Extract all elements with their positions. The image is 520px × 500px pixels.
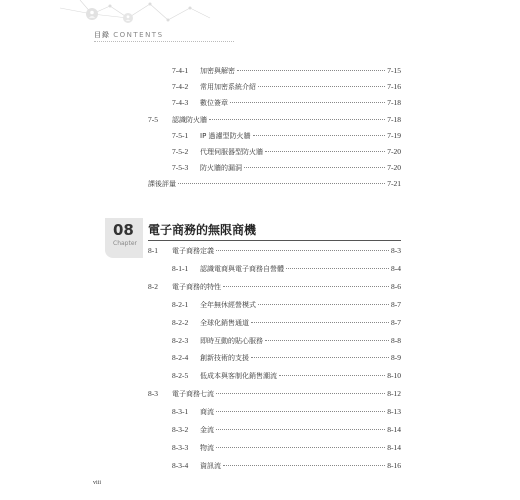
- toc-entry[interactable]: [172, 163, 401, 173]
- toc-entry-title: 常用加密系統介紹: [200, 83, 256, 92]
- toc-entry-page: 8-9: [391, 353, 401, 363]
- toc-entry-page: 8-14: [387, 442, 401, 452]
- toc-entry[interactable]: [172, 443, 401, 453]
- toc-entry-title: 即時互動的貼心服務: [200, 336, 263, 345]
- toc-dot-leader: [216, 429, 385, 430]
- toc-entry-title: 認識電商與電子商務自營體: [200, 264, 284, 273]
- toc-dot-leader: [216, 447, 385, 448]
- toc-entry-page: 8-16: [387, 460, 401, 470]
- header-divider: [94, 41, 234, 42]
- toc-dot-leader: [251, 322, 389, 323]
- toc-entry-title: 全球化銷售通道: [200, 318, 249, 327]
- toc-entry-number: 8-1-1: [172, 263, 189, 273]
- toc-dot-leader: [223, 286, 389, 287]
- toc-entry-number: 8-2-3: [172, 335, 189, 345]
- toc-entry-page: 8-7: [391, 299, 401, 309]
- toc-entry-title: 物流: [200, 443, 214, 452]
- chapter-title: 電子商務的無限商機: [148, 223, 257, 237]
- toc-entry-number: 8-3-3: [172, 442, 189, 452]
- toc-entry-number: 8-2-2: [172, 317, 189, 327]
- toc-entry-number: 8-2-1: [172, 299, 189, 309]
- page-number: viii: [93, 480, 102, 486]
- toc-entry-page: 8-6: [391, 281, 401, 291]
- toc-entry[interactable]: [172, 371, 401, 381]
- toc-dot-leader: [265, 340, 389, 341]
- toc-entry[interactable]: [172, 461, 401, 471]
- toc-entry[interactable]: [172, 336, 401, 346]
- toc-entry-title: 低成本與客制化銷售潮流: [200, 372, 277, 381]
- header-title-en: CONTENTS: [113, 31, 164, 39]
- toc-entry-number: 8-3: [148, 389, 158, 399]
- chapter-label: Chapter: [113, 240, 137, 247]
- toc-entry-title: 加密與解密: [200, 67, 235, 75]
- toc-entry-page: 7-21: [387, 179, 401, 189]
- toc-entry-page: 7-20: [387, 147, 401, 156]
- toc-dot-leader: [258, 86, 385, 87]
- toc-entry-number: 7-5: [148, 114, 158, 124]
- toc-dot-leader: [244, 167, 385, 168]
- toc-entry-number: 7-5-3: [172, 163, 189, 173]
- toc-entry[interactable]: [148, 246, 401, 256]
- toc-entry-page: 8-4: [391, 263, 401, 273]
- toc-dot-leader: [258, 304, 389, 305]
- toc-dot-leader: [216, 250, 389, 251]
- toc-entry-page: 8-10: [387, 371, 401, 381]
- page-header-title: [94, 30, 164, 40]
- toc-entry[interactable]: [148, 115, 401, 125]
- toc-entry-page: 8-14: [387, 425, 401, 434]
- toc-entry-page: 8-8: [391, 335, 401, 345]
- toc-entry-title: 數位簽章: [200, 99, 228, 108]
- toc-entry[interactable]: [148, 389, 401, 399]
- toc-dot-leader: [216, 411, 385, 412]
- toc-dot-leader: [251, 357, 389, 358]
- header-network-decoration: [0, 0, 230, 34]
- toc-entry-page: 7-18: [387, 98, 401, 108]
- toc-entry-number: 7-5-1: [172, 130, 189, 140]
- toc-dot-leader: [209, 119, 385, 120]
- toc-entry-number: 8-2: [148, 281, 158, 291]
- toc-entry[interactable]: [172, 66, 401, 76]
- toc-dot-leader: [253, 135, 386, 136]
- toc-entry-page: 7-16: [387, 82, 401, 92]
- toc-entry-title: 商流: [200, 408, 214, 417]
- toc-entry-number: 8-3-1: [172, 407, 189, 417]
- toc-entry-title: 電子商務定義: [172, 247, 214, 255]
- chapter-title-underline: [148, 240, 401, 241]
- toc-dot-leader: [178, 183, 385, 184]
- toc-entry-page: 7-15: [387, 66, 401, 75]
- toc-entry[interactable]: [172, 131, 401, 141]
- toc-entry-page: 8-12: [387, 389, 401, 399]
- toc-entry[interactable]: [172, 353, 401, 363]
- toc-dot-leader: [216, 393, 385, 394]
- toc-dot-leader: [237, 70, 385, 71]
- toc-entry-number: 8-3-2: [172, 425, 189, 434]
- toc-entry[interactable]: [172, 147, 401, 157]
- toc-entry-page: 8-3: [391, 246, 401, 255]
- toc-entry-title: 電子商務的特性: [172, 282, 221, 291]
- toc-entry-title: 創新技術的支援: [200, 354, 249, 363]
- toc-entry-title: 全年無休經營模式: [200, 300, 256, 309]
- toc-entry-number: 8-3-4: [172, 460, 189, 470]
- toc-entry[interactable]: [172, 264, 401, 274]
- toc-entry-page: 8-13: [387, 407, 401, 417]
- toc-entry[interactable]: [172, 98, 401, 108]
- toc-entry[interactable]: [172, 318, 401, 328]
- header-title-zh: 目錄: [94, 31, 110, 39]
- toc-entry[interactable]: [148, 179, 401, 189]
- toc-entry-number: 7-4-1: [172, 66, 189, 75]
- toc-dot-leader: [223, 465, 385, 466]
- toc-entry-page: 7-20: [387, 163, 401, 173]
- toc-entry-title: 金流: [200, 426, 214, 434]
- toc-entry-number: 7-5-2: [172, 147, 189, 156]
- toc-dot-leader: [279, 375, 385, 376]
- toc-entry-title: 電子商務七流: [172, 390, 214, 399]
- toc-dot-leader: [265, 151, 385, 152]
- toc-entry[interactable]: [172, 425, 401, 435]
- toc-entry-title: 防火牆的漏洞: [200, 164, 242, 173]
- toc-entry[interactable]: [172, 407, 401, 417]
- toc-entry-title: 認識防火牆: [172, 115, 207, 124]
- toc-entry-page: 7-18: [387, 114, 401, 124]
- toc-entry-page: 7-19: [387, 130, 401, 140]
- toc-entry-number: 8-2-4: [172, 353, 189, 363]
- chapter-number: 08: [113, 221, 134, 239]
- toc-entry-number: 7-4-3: [172, 98, 189, 108]
- toc-entry-number: 8-1: [148, 246, 158, 255]
- toc-entry[interactable]: [172, 82, 401, 92]
- toc-entry-title: 課後評量: [148, 180, 176, 189]
- toc-dot-leader: [286, 268, 389, 269]
- toc-entry-title: IP 過濾型防火牆: [200, 131, 251, 140]
- toc-entry[interactable]: [148, 282, 401, 292]
- toc-entry-page: 8-7: [391, 317, 401, 327]
- toc-entry[interactable]: [172, 300, 401, 310]
- toc-entry-title: 代理伺服器型防火牆: [200, 148, 263, 156]
- toc-entry-number: 7-4-2: [172, 82, 189, 92]
- toc-entry-number: 8-2-5: [172, 371, 189, 381]
- toc-dot-leader: [230, 102, 385, 103]
- toc-entry-title: 資訊流: [200, 461, 221, 470]
